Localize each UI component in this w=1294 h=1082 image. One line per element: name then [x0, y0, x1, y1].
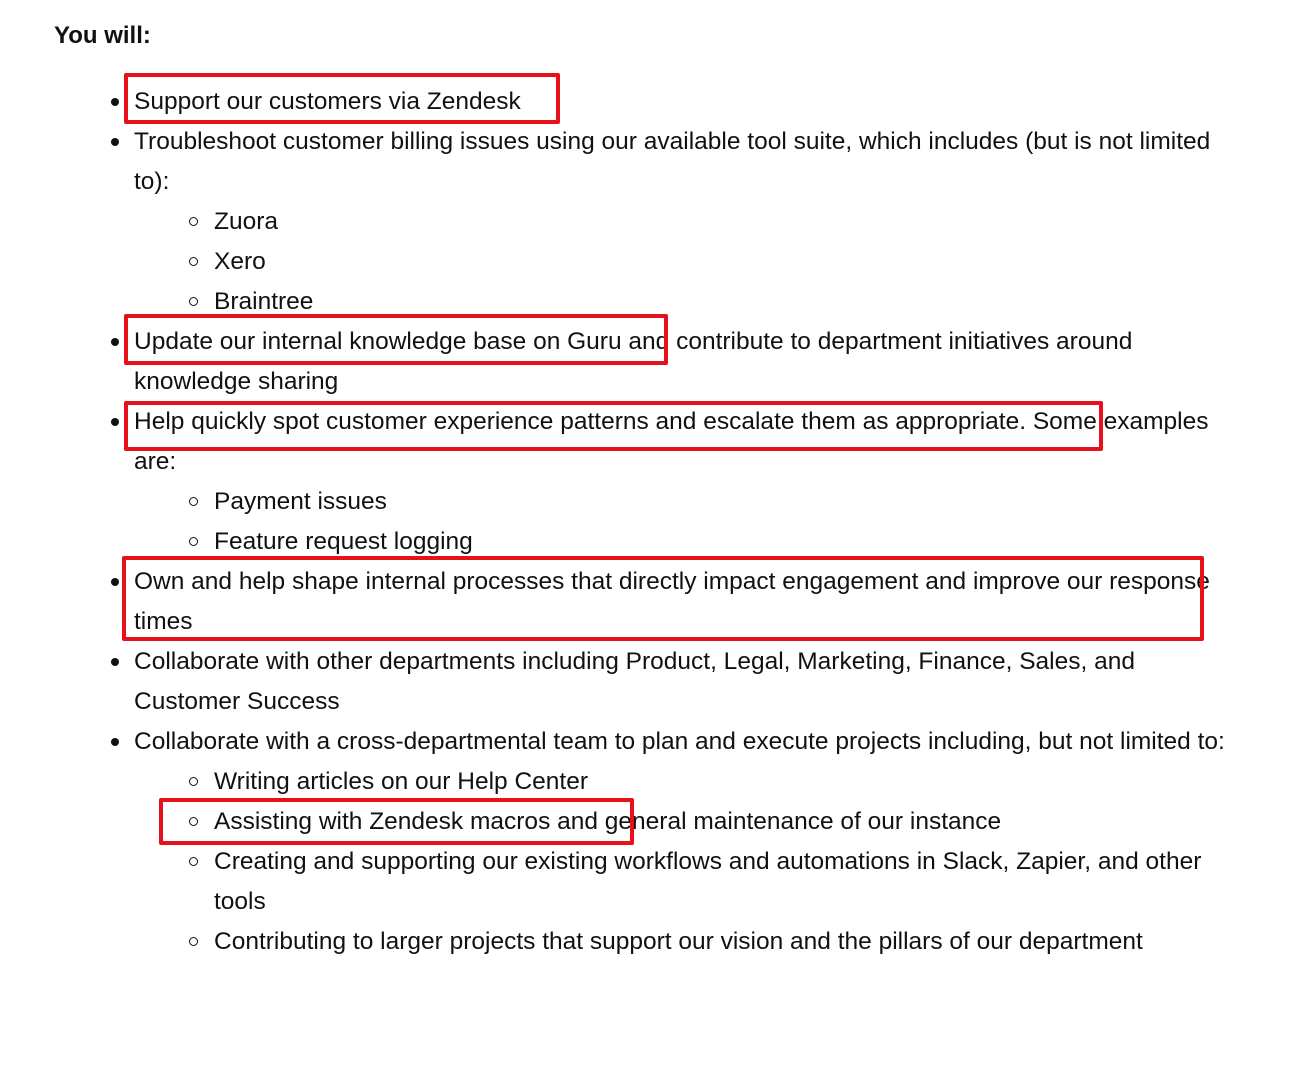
billing-tools-list	[134, 202, 1234, 322]
sub-item-help-center: Writing articles on our Help Center	[214, 762, 1234, 802]
sub-item-feature-requests: Feature request logging	[214, 522, 1234, 562]
sub-item-zendesk-macros: Assisting with Zendesk macros and general maintenance of our instance	[214, 802, 1234, 842]
patterns-examples-list	[134, 482, 1234, 562]
list-item-knowledge-base: Update our internal knowledge base on Guru and contribute to department initiatives around knowledge sharing	[134, 322, 1234, 402]
sub-item-zuora: Zuora	[214, 202, 1234, 242]
list-item-processes: Own and help shape internal processes that directly impact engagement and improve our response times	[134, 562, 1234, 642]
list-item-projects-text: Collaborate with a cross-departmental team to plan and execute projects including, but not limited to:	[134, 728, 1225, 755]
section-heading: You will:	[54, 22, 151, 49]
sub-item-braintree: Braintree	[214, 282, 1234, 322]
sub-item-xero: Xero	[214, 242, 1234, 282]
list-item-projects	[134, 722, 1234, 962]
list-item-patterns	[134, 402, 1234, 562]
list-item-zendesk: Support our customers via Zendesk	[134, 82, 1234, 122]
projects-list	[134, 762, 1234, 962]
responsibilities-list	[134, 82, 1234, 962]
sub-item-workflows: Creating and supporting our existing workflows and automations in Slack, Zapier, and other tools	[214, 842, 1234, 922]
list-item-departments: Collaborate with other departments including Product, Legal, Marketing, Finance, Sales, and Customer Success	[134, 642, 1234, 722]
list-item-billing-text: Troubleshoot customer billing issues using our available tool suite, which includes (but is not limited to):	[134, 128, 1211, 195]
sub-item-larger-projects: Contributing to larger projects that support our vision and the pillars of our department	[214, 922, 1234, 962]
sub-item-payment-issues: Payment issues	[214, 482, 1234, 522]
list-item-patterns-text: Help quickly spot customer experience patterns and escalate them as appropriate. Some examples are:	[134, 408, 1209, 475]
list-item-billing	[134, 122, 1234, 322]
